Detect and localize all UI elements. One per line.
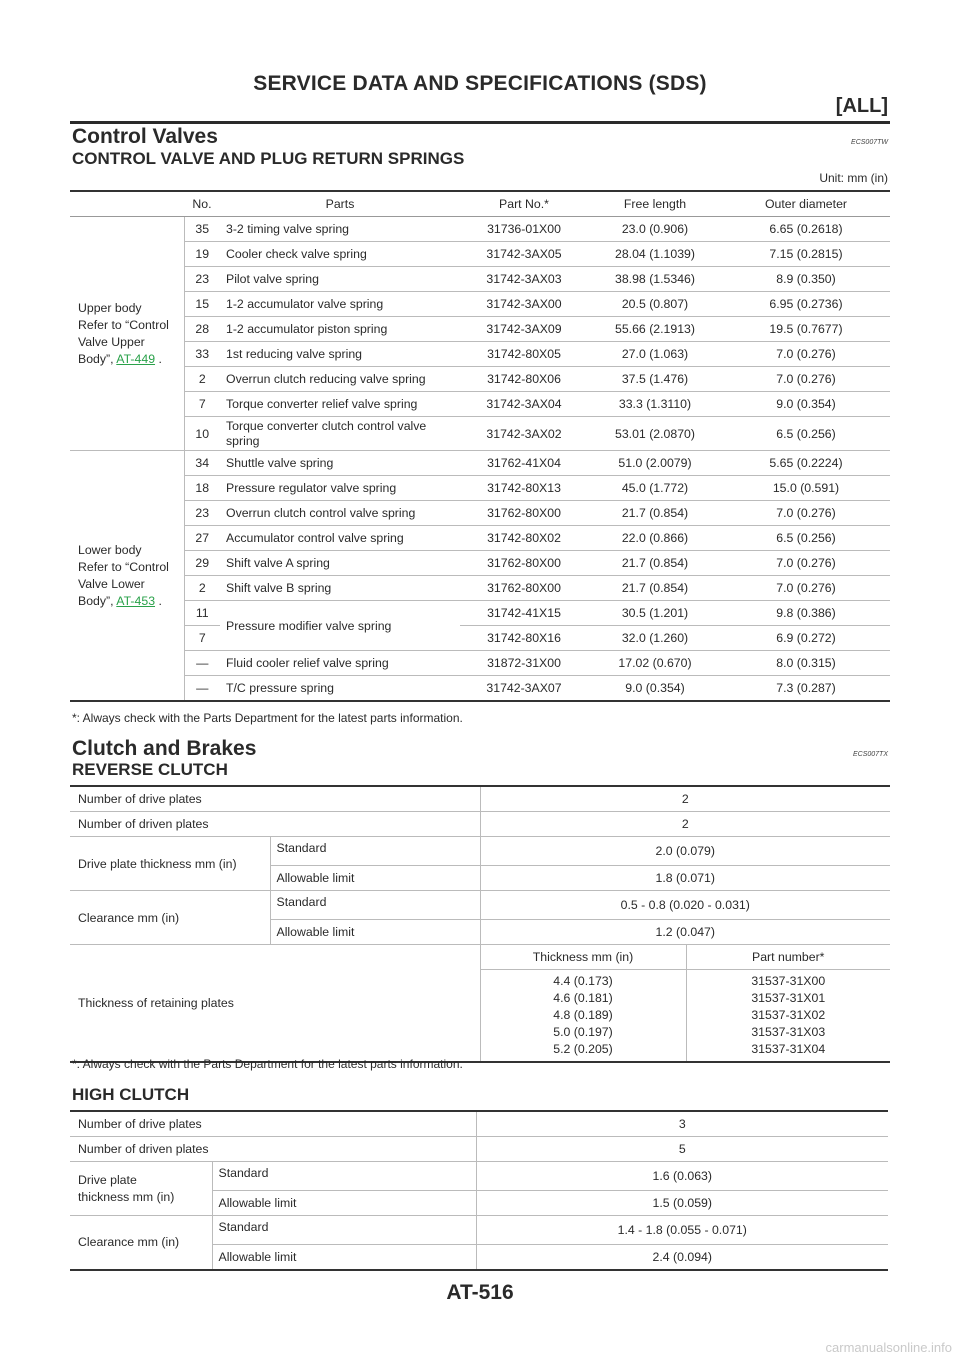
reverse-clutch-footnote: *: Always check with the Parts Department for the latest parts information. xyxy=(72,1057,463,1071)
table-row: Allowable limit 2.4 (0.094) xyxy=(70,1245,888,1271)
table-row: 27 Accumulator control valve spring 31742-80X02 22.0 (0.866) 6.5 (0.256) xyxy=(70,526,890,551)
table-row: — T/C pressure spring 31742-3AX07 9.0 (0.354) 7.3 (0.287) xyxy=(70,676,890,702)
table-row: Clearance mm (in) Standard 0.5 - 0.8 (0.020 - 0.031) xyxy=(70,891,890,920)
table-row: Clearance mm (in) Standard 1.4 - 1.8 (0.055 - 0.071) xyxy=(70,1216,888,1245)
table-row: 19 Cooler check valve spring 31742-3AX05 28.04 (1.1039) 7.15 (0.2815) xyxy=(70,242,890,267)
lower-body-group: Lower body Refer to “Control Valve Lower Body”, AT-453 . xyxy=(70,451,184,702)
table-row: Drive plate thickness mm (in) Standard 2.0 (0.079) xyxy=(70,837,890,866)
table-row: 2 Overrun clutch reducing valve spring 31742-80X06 37.5 (1.476) 7.0 (0.276) xyxy=(70,367,890,392)
reverse-clutch-table xyxy=(70,785,890,1063)
column-header: Outer diameter xyxy=(722,191,890,217)
retaining-thickness-list: 4.4 (0.173) 4.6 (0.181) 4.8 (0.189) 5.0 (0.197) 5.2 (0.205) xyxy=(480,970,686,1063)
control-valves-footnote: *: Always check with the Parts Department for the latest parts information. xyxy=(72,711,463,725)
page-header: SERVICE DATA AND SPECIFICATIONS (SDS) xyxy=(253,72,707,95)
high-clutch-table xyxy=(70,1110,888,1271)
control-valves-code: ECS007TW xyxy=(851,139,888,146)
table-row: Number of drive plates 2 xyxy=(70,786,890,812)
upper-body-reference-link[interactable]: AT-449 xyxy=(116,351,156,366)
upper-body-group: Upper body Refer to “Control Valve Upper Body”, AT-449 . xyxy=(70,217,184,451)
watermark: carmanualsonline.info xyxy=(825,1340,952,1355)
table-row: 2 Shift valve B spring 31762-80X00 21.7 (0.854) 7.0 (0.276) xyxy=(70,576,890,601)
table-row: 23 Overrun clutch control valve spring 31762-80X00 21.7 (0.854) 7.0 (0.276) xyxy=(70,501,890,526)
retaining-part-number-list: 31537-31X00 31537-31X01 31537-31X02 31537-31X03 31537-31X04 xyxy=(686,970,890,1063)
column-header: Parts xyxy=(220,191,460,217)
table-row: 15 1-2 accumulator valve spring 31742-3AX00 20.5 (0.807) 6.95 (0.2736) xyxy=(70,292,890,317)
table-row: 29 Shift valve A spring 31762-80X00 21.7 (0.854) 7.0 (0.276) xyxy=(70,551,890,576)
table-row: Lower body Refer to “Control Valve Lower Body”, AT-453 . 34 Shuttle valve spring 31762-41X04 51.0 (2.0079) 5.65 (0.2224) xyxy=(70,451,890,476)
column-header: Part No.* xyxy=(460,191,588,217)
clutch-brakes-code: ECS007TX xyxy=(852,751,888,758)
unit-note: Unit: mm (in) xyxy=(819,171,888,185)
table-row: 23 Pilot valve spring 31742-3AX03 38.98 (1.5346) 8.9 (0.350) xyxy=(70,267,890,292)
table-header-row xyxy=(70,191,890,217)
table-row: 18 Pressure regulator valve spring 31742-80X13 45.0 (1.772) 15.0 (0.591) xyxy=(70,476,890,501)
table-row: 33 1st reducing valve spring 31742-80X05 27.0 (1.063) 7.0 (0.276) xyxy=(70,342,890,367)
table-row: 28 1-2 accumulator piston spring 31742-3AX09 55.66 (2.1913) 19.5 (0.7677) xyxy=(70,317,890,342)
control-valve-springs-table xyxy=(70,190,890,702)
table-row: Number of driven plates 5 xyxy=(70,1137,888,1162)
table-row: Number of drive plates 3 xyxy=(70,1111,888,1137)
table-row: 7 Torque converter relief valve spring 31742-3AX04 33.3 (1.3110) 9.0 (0.354) xyxy=(70,392,890,417)
clutch-brakes-title: Clutch and Brakes xyxy=(72,737,257,760)
header-rule xyxy=(70,121,890,124)
column-header: No. xyxy=(184,191,220,217)
table-row: Thickness of retaining plates Thickness mm (in) Part number* xyxy=(70,945,890,970)
table-row: Upper body Refer to “Control Valve Upper Body”, AT-449 . 35 3-2 timing valve spring 31736-01X00 23.0 (0.906) 6.65 (0.2618) xyxy=(70,217,890,242)
column-header: Free length xyxy=(588,191,722,217)
high-clutch-subtitle: HIGH CLUTCH xyxy=(72,1085,190,1104)
page-section-tag: [ALL] xyxy=(835,95,888,117)
control-valves-title: Control Valves xyxy=(72,125,218,148)
page-number: AT-516 xyxy=(446,1281,514,1304)
table-row: — Fluid cooler relief valve spring 31872-31X00 17.02 (0.670) 8.0 (0.315) xyxy=(70,651,890,676)
table-row: Drive plate thickness mm (in) Standard 1.6 (0.063) xyxy=(70,1162,888,1191)
lower-body-reference-link[interactable]: AT-453 xyxy=(116,593,156,608)
reverse-clutch-subtitle: REVERSE CLUTCH xyxy=(72,760,228,779)
return-springs-subtitle: CONTROL VALVE AND PLUG RETURN SPRINGS xyxy=(72,149,465,168)
table-row: 11 Pressure modifier valve spring 31742-41X15 30.5 (1.201) 9.8 (0.386) xyxy=(70,601,890,626)
table-row: 7 31742-80X16 32.0 (1.260) 6.9 (0.272) xyxy=(70,626,890,651)
table-row: Allowable limit 1.2 (0.047) xyxy=(70,920,890,945)
table-row: Allowable limit 1.8 (0.071) xyxy=(70,866,890,891)
table-row: Number of driven plates 2 xyxy=(70,812,890,837)
table-row: Allowable limit 1.5 (0.059) xyxy=(70,1191,888,1216)
table-row: 10 Torque converter clutch control valve spring 31742-3AX02 53.01 (2.0870) 6.5 (0.256) xyxy=(70,417,890,451)
